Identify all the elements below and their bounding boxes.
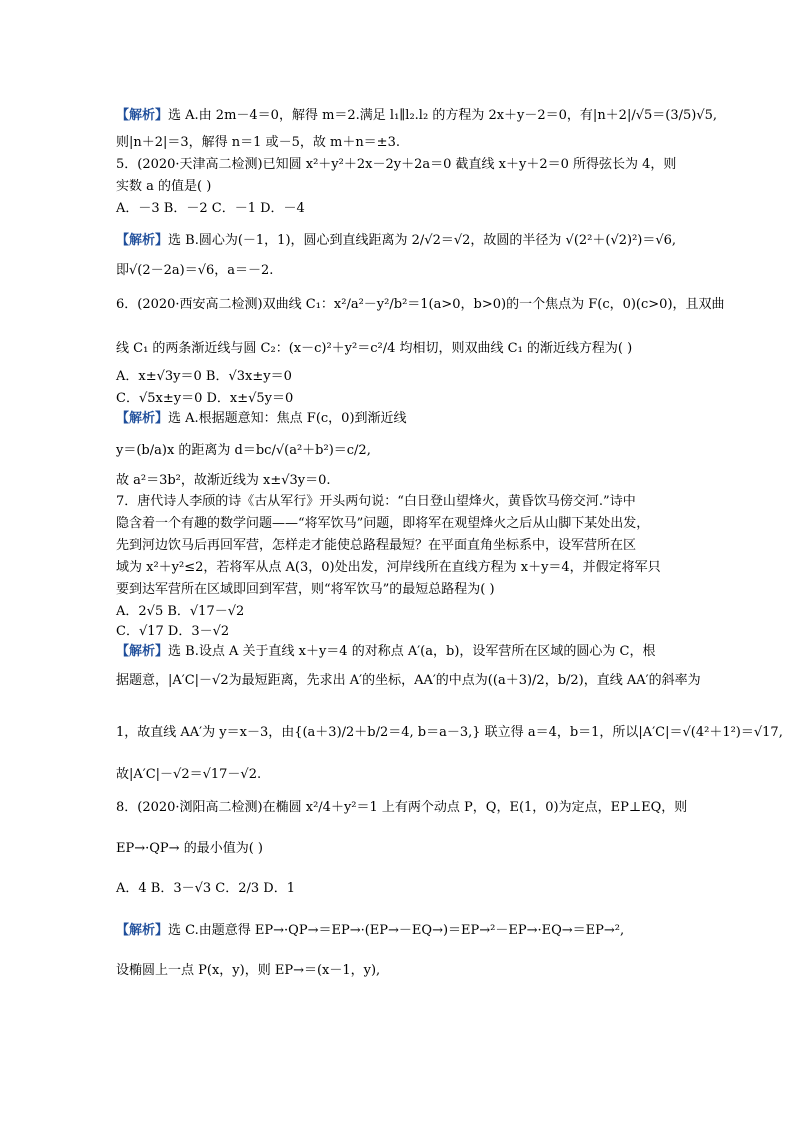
analysis-tag: 【解析】 (116, 411, 169, 426)
question-7-line-3 (116, 537, 684, 555)
line-text: 实数 a 的值是( ) (116, 179, 212, 194)
line-text: A．4 B．3－√3 C．2/3 D．1 (116, 881, 295, 896)
question-8-line-2 (116, 840, 684, 858)
text-line-22 (116, 643, 684, 661)
analysis-tag: 【解析】 (116, 644, 169, 659)
question-6-options-2 (116, 390, 684, 408)
line-text: 故|A′C|－√2＝√17－√2. (116, 767, 262, 782)
line-text: 选 B.设点 A 关于直线 x＋y＝4 的对称点 A′(a，b)，设军营所在区域的圆心为 C，根 (168, 644, 656, 659)
text-line-12 (116, 410, 684, 428)
line-text: y＝(b/a)x 的距离为 d＝bc/√(a²＋b²)＝c/2, (116, 443, 371, 458)
line-text: C．√5x±y＝0 D．x±√5y＝0 (116, 391, 294, 406)
line-text: 要到达军营所在区域即回到军营，则“将军饮马”的最短总路程为( ) (116, 582, 495, 597)
analysis-tag: 【解析】 (116, 233, 169, 248)
line-text: 选 B.圆心为(－1，1)，圆心到直线距离为 2/√2＝√2，故圆的半径为 √(2²＋(√2)²)＝√6, (168, 233, 677, 248)
text-line-30 (116, 962, 684, 980)
question-5-options (116, 200, 684, 218)
text-line-25 (116, 766, 684, 784)
line-text: 则|n＋2|＝3，解得 n＝1 或－5，故 m＋n＝±3. (116, 135, 400, 150)
line-text: 隐含着一个有趣的数学问题——“将军饮马”问题，即将军在观望烽火之后从山脚下某处出发， (116, 516, 650, 531)
question-6-line-2 (116, 340, 684, 358)
line-text: 8．(2020·浏阳高二检测)在椭圆 x²/4＋y²＝1 上有两个动点 P，Q，E(1，0)为定点，EP⊥EQ，则 (116, 800, 688, 815)
question-8-options (116, 880, 684, 898)
text-line-24 (116, 724, 783, 742)
line-text: 设椭圆上一点 P(x，y)，则 EP→＝(x－1，y), (116, 963, 381, 978)
line-text: 线 C₁ 的两条渐近线与圆 C₂：(x－c)²＋y²＝c²/4 均相切，则双曲线 C₁ 的渐近线方程为( ) (116, 341, 633, 356)
line-text: 先到河边饮马后再回军营，怎样走才能使总路程最短？在平面直角坐标系中，设军营所在区 (116, 538, 637, 553)
analysis-tag: 【解析】 (116, 923, 169, 938)
question-7-line-1 (116, 493, 684, 511)
question-6-options-1 (116, 368, 684, 386)
line-text: 5．(2020·天津高二检测)已知圆 x²＋y²＋2x－2y＋2a＝0 截直线 x＋y＋2＝0 所得弦长为 4，则 (116, 157, 677, 172)
line-text: 故 a²＝3b²，故渐近线为 x±√3y＝0. (116, 473, 331, 488)
question-7-options-2 (116, 623, 684, 641)
text-line-13 (116, 442, 684, 460)
text-line-1 (116, 107, 718, 125)
text-line-14 (116, 472, 684, 490)
question-5-line-2 (116, 178, 684, 196)
text-line-7 (116, 262, 684, 280)
line-text: EP→·QP→ 的最小值为( ) (116, 841, 263, 856)
line-text: 域为 x²＋y²≤2，若将军从点 A(3，0)处出发，河岸线所在直线方程为 x＋y＝4，并假定将军只 (116, 560, 661, 575)
line-text: 即√(2－2a)＝√6，a＝－2. (116, 263, 274, 278)
line-text: A．－3 B．－2 C．－1 D．－4 (116, 201, 305, 216)
line-text: C．√17 D．3－√2 (116, 624, 230, 639)
text-line-23 (116, 672, 701, 690)
line-text: 选 A.由 2m－4＝0，解得 m＝2.满足 l₁∥l₂.l₂ 的方程为 2x＋y－2＝0，有|n＋2|/√5＝(3/5)√5, (168, 108, 718, 123)
line-text: 1，故直线 AA′为 y＝x－3，由{(a＋3)/2＋b/2＝4, b＝a－3,} 联立得 a＝4，b＝1，所以|A′C|＝√(4²＋1²)＝√17, (116, 725, 783, 740)
text-line-6 (116, 232, 684, 250)
question-7-line-4 (116, 559, 684, 577)
question-7-line-2 (116, 515, 684, 533)
question-7-options-1 (116, 603, 684, 621)
line-text: 据题意，|A′C|－√2为最短距离，先求出 A′的坐标，AA′的中点为((a＋3)/2，b/2)，直线 AA′的斜率为 (116, 673, 701, 688)
text-line-2 (116, 134, 684, 152)
question-7-line-5 (116, 581, 684, 599)
question-8-line-1 (116, 799, 688, 817)
line-text: 选 A.根据题意知：焦点 F(c，0)到渐近线 (168, 411, 407, 426)
line-text: 6．(2020·西安高二检测)双曲线 C₁：x²/a²－y²/b²＝1(a>0，b>0)的一个焦点为 F(c，0)(c>0)，且双曲 (116, 297, 725, 312)
line-text: A．x±√3y＝0 B．√3x±y＝0 (116, 369, 292, 384)
line-text: A．2√5 B．√17－√2 (116, 604, 245, 619)
analysis-tag: 【解析】 (116, 108, 169, 123)
line-text: 7．唐代诗人李颀的诗《古从军行》开头两句说：“白日登山望烽火，黄昏饮马傍交河.”诗中 (116, 494, 636, 509)
text-line-29 (116, 922, 684, 940)
question-5-line-1 (116, 156, 684, 174)
line-text: 选 C.由题意得 EP→·QP→＝EP→·(EP→－EQ→)＝EP→²－EP→·EQ→＝EP→², (168, 923, 625, 938)
question-6-line-1 (116, 296, 725, 314)
